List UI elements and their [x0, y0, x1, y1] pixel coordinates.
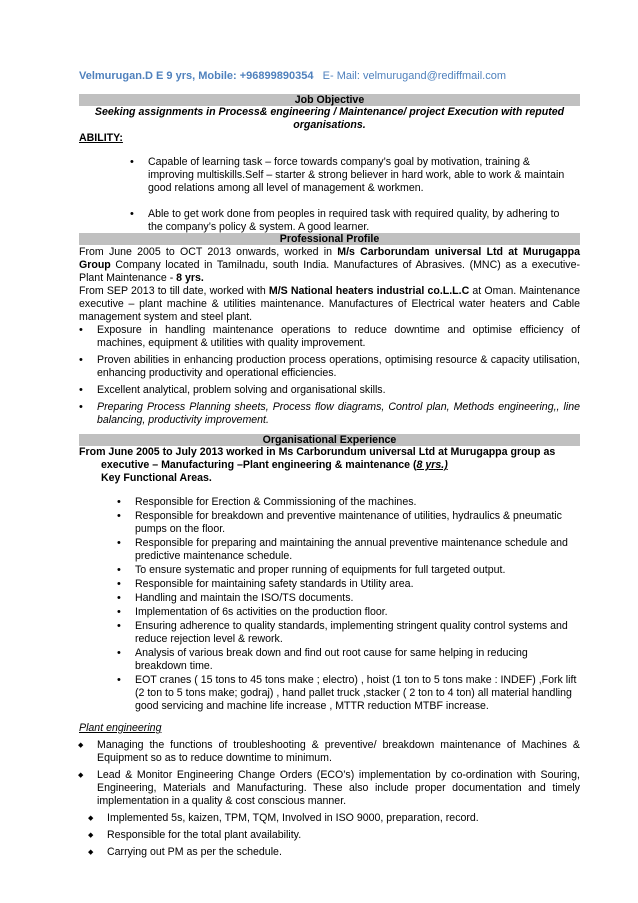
- list-item: • Responsible for maintaining safety standards in Utility area.: [135, 578, 580, 591]
- organisational-experience-heading: Organisational Experience: [79, 434, 580, 446]
- name-mobile: Velmurugan.D E 9 yrs, Mobile: +96899890354: [79, 70, 314, 82]
- list-item: • Able to get work done from peoples in required task with required quality, by adhering to the company’s policy & system. A good learner.: [148, 208, 570, 234]
- list-item: • Capable of learning task – force towards company’s goal by motivation, training & improving multiskills.Self – starter & strong believer in hard work, able to work & maintain good relations among all level of management & workmen.: [148, 156, 570, 195]
- profile-paragraph-2: From SEP 2013 to till date, worked with M/S National heaters industrial co.L.L.C at Oman. Maintenance executive – plant machine & utilities maintenance. Manufactures of Electrical water heaters and Cable management system and steel plant.: [79, 285, 580, 323]
- list-item: • To ensure systematic and proper running of equipments for full targeted output.: [135, 564, 580, 577]
- list-item: • Responsible for preparing and maintaining the annual preventive maintenance schedule and predictive maintenance schedule.: [135, 537, 580, 563]
- list-item: ◆ Managing the functions of troubleshooting & preventive/ breakdown maintenance of Machines & Equipment so as to reduce downtime to minimum.: [97, 739, 580, 765]
- contact-header: [79, 70, 506, 83]
- job-objective-heading: Job Objective: [79, 94, 580, 106]
- experience-intro: From June 2005 to July 2013 worked in Ms Carborundum universal Ltd at Murugappa group as executive – Manufacturing –Plant engineering & maintenance (8 yrs.) Key Functional Areas.: [79, 446, 556, 484]
- list-item: • Exposure in handling maintenance operations to reduce downtime and optimise efficiency of machines, equipment & utilities with quality improvement.: [97, 324, 580, 350]
- list-item: • Analysis of various break down and find out root cause for same helping in reducing breakdown time.: [135, 647, 580, 673]
- list-item: • Excellent analytical, problem solving and organisational skills.: [97, 384, 580, 397]
- list-item: • Responsible for Erection & Commissioning of the machines.: [135, 496, 580, 509]
- list-item: • Proven abilities in enhancing production process operations, optimising resource & capacity utilisation, enhancing productivity and operational efficiencies.: [97, 354, 580, 380]
- list-item: ◆ Lead & Monitor Engineering Change Orders (ECO’s) implementation by co-ordination with Souring, Engineering, Materials and Manufacturing. These also include proper documentation and timely implementation in a quality & cost conscious manner.: [97, 769, 580, 808]
- list-item: • Ensuring adherence to quality standards, implementing stringent quality control systems and reduce rejection level & rework.: [135, 620, 580, 646]
- list-item: ◆ Responsible for the total plant availability.: [107, 829, 580, 842]
- list-item: • Responsible for breakdown and preventive maintenance of utilities, hydraulics & pneumatic pumps on the floor.: [135, 510, 580, 536]
- ability-list: [148, 156, 570, 234]
- list-item: • EOT cranes ( 15 tons to 45 tons make ; electro) , hoist (1 ton to 5 tons make : INDEF) ,Fork lift (2 ton to 5 tons make; godraj) , hand pallet truck ,stacker ( 2 ton to 4 ton) all material handling good servicing and machine life increase , MTTR reduction MTBF increase.: [135, 674, 580, 713]
- objective-text: Seeking assignments in Process& engineering / Maintenance/ project Execution with reputed organisations.: [94, 106, 565, 131]
- list-item: • Handling and maintain the ISO/TS documents.: [135, 592, 580, 605]
- list-item: • Preparing Process Planning sheets, Process flow diagrams, Control plan, Methods engineering,, line balancing, productivity improvement.: [97, 401, 580, 427]
- list-item: • Implementation of 6s activities on the production floor.: [135, 606, 580, 619]
- ability-heading: ABILITY:: [79, 132, 123, 144]
- key-functional-list: [135, 496, 580, 713]
- plant-engineering-list: [97, 739, 580, 859]
- professional-profile-heading: Professional Profile: [79, 233, 580, 245]
- plant-engineering-heading: Plant engineering: [79, 722, 162, 734]
- profile-bullets: [97, 324, 580, 427]
- profile-paragraph-1: From June 2005 to OCT 2013 onwards, worked in M/s Carborundam universal Ltd at Murugappa Group Company located in Tamilnadu, south India. Manufactures of Abrasives. (MNC) as a executive-Plant Maintenance - 8 yrs.: [79, 246, 580, 284]
- list-item: ◆ Carrying out PM as per the schedule.: [107, 846, 580, 859]
- email: E- Mail: velmurugand@rediffmail.com: [322, 70, 507, 82]
- list-item: ◆ Implemented 5s, kaizen, TPM, TQM, Involved in ISO 9000, preparation, record.: [107, 812, 580, 825]
